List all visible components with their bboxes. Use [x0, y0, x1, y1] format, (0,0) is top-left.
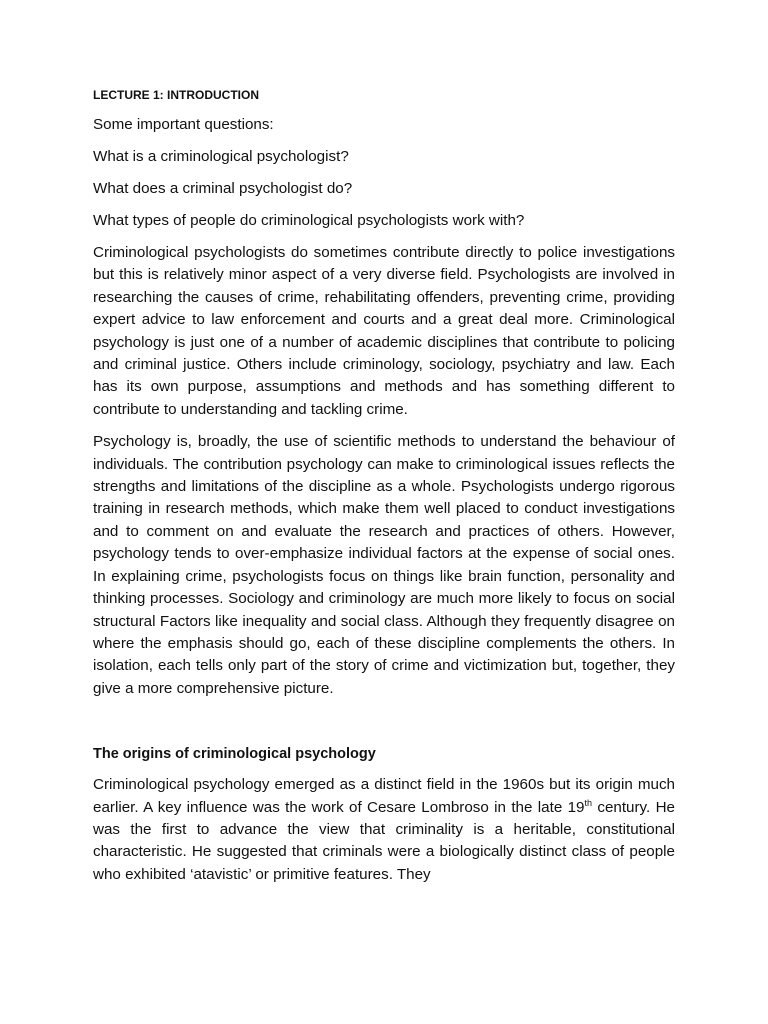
ordinal-superscript: th — [584, 797, 593, 808]
origins-text-start: Criminological psychology emerged as a distinct field in the 1960s but its origin much earlier. A key influence was the work of Cesare Lombroso in the late 19 — [93, 776, 675, 816]
paragraph-psychology-definition: Psychology is, broadly, the use of scientific methods to understand the behaviour of individuals. The contribution psychology can make to criminological issues reflects the strengths and limitations of the discipline as a whole. Psychologists undergo rigorous training in research methods, which make them well placed to conduct investigations and to comment on and evaluate the research and practices of others. However, psychology tends to over-emphasize individual factors at the expense of social ones. In explaining crime, psychologists focus on things like brain function, personality and thinking processes. Sociology and criminology are much more likely to focus on social structural Factors like inequality and social class. Although they frequently disagree on where the emphasis should go, each of these discipline complements the others. In isolation, each tells only part of the story of crime and victimization but, together, they give a more comprehensive picture. — [93, 433, 675, 697]
paragraph-origins — [93, 774, 675, 886]
question-1: What is a criminological psychologist? — [93, 148, 349, 165]
section-title-origins: The origins of criminological psychology — [93, 746, 376, 763]
paragraph-role-of-psychologists: Criminological psychologists do sometimes contribute directly to police investigations but this is relatively minor aspect of a very diverse field. Psychologists are involved in researching the causes of crime, rehabilitating offenders, preventing crime, providing expert advice to law enforcement and courts and a great deal more. Criminological psychology is just one of a number of academic disciplines that contribute to policing and criminal justice. Others include criminology, sociology, psychiatry and law. Each has its own purpose, assumptions and methods and has something different to contribute to understanding and tackling crime. — [93, 244, 675, 418]
question-3: What types of people do criminological psychologists work with? — [93, 212, 525, 229]
question-2: What does a criminal psychologist do? — [93, 180, 353, 197]
questions-intro: Some important questions: — [93, 116, 274, 133]
lecture-heading: LECTURE 1: INTRODUCTION — [93, 88, 259, 102]
document-page — [93, 86, 675, 896]
origins-text-end: century. He was the first to advance the view that criminality is a heritable, constitutional characteristic. He suggested that criminals were a biologically distinct class of people who exhibited ‘atavistic’ or primitive features. They — [93, 798, 675, 883]
